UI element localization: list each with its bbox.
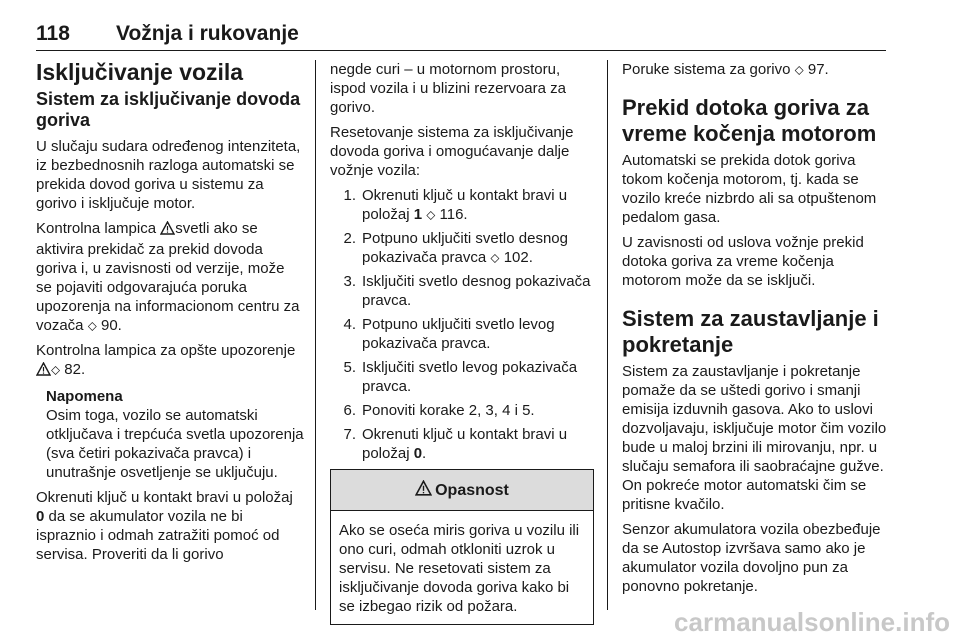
page-ref-arrow-icon[interactable]: ⬦ xyxy=(490,250,500,265)
text: Okrenuti ključ u kontakt bravi u položaj xyxy=(362,187,568,223)
page-ref-arrow-icon[interactable]: ⬦ xyxy=(794,62,804,77)
text: Okrenuti ključ u kontakt bravi u položaj xyxy=(36,489,293,506)
page-reference[interactable]: 116. xyxy=(439,206,468,223)
step-number: 5. xyxy=(343,359,356,376)
step-text xyxy=(362,425,595,463)
page-reference[interactable]: 82. xyxy=(64,361,86,378)
paragraph: Sistem za zaustavljanje i pokretanje pomaže da se uštedi gorivo i smanji emisija izduvnih gasova. Ako to uslovi dozvoljavaju, isključuje motor čim vozilo bude u maloj brzini ili mirovanju, npr. u slučaju semafora ili saobraćajne gužve. On pokreće motor automatski čim se pritisne kvačilo. xyxy=(622,363,887,513)
list-item xyxy=(330,401,595,420)
page-header xyxy=(36,22,886,52)
note-title: Napomena xyxy=(46,388,123,405)
text: Kontrolna lampica xyxy=(36,220,161,237)
warning-text: Ako se oseća miris goriva u vozilu ili ono curi, odmah otkloniti uzrok u servisu. Ne resetovati sistem za isključivanje dovoda goriva kako bi se izbegao rizik od požara. xyxy=(339,522,580,615)
step-number: 1. xyxy=(343,187,356,204)
step-number: 2. xyxy=(343,230,356,247)
text: Potpuno uključiti svetlo desnog pokazivača pravca xyxy=(362,230,568,266)
step-number: 4. xyxy=(343,316,356,333)
step-text xyxy=(362,186,595,224)
header-rule xyxy=(36,50,886,51)
warning-box xyxy=(330,469,594,625)
warning-triangle-icon xyxy=(415,480,432,501)
steps-list xyxy=(330,186,595,463)
list-item xyxy=(330,425,595,463)
page-reference[interactable]: 90. xyxy=(100,317,122,334)
page-number: 118 xyxy=(36,22,70,45)
key-position: 1 xyxy=(413,206,423,223)
step-text: Isključiti svetlo desnog pokazivača pravca. xyxy=(362,273,591,309)
paragraph: U slučaju sudara određenog intenziteta, iz bezbednosnih razloga automatski se prekida dovod goriva u sistemu za gorivo i isključuje motor. xyxy=(36,138,301,212)
text: . xyxy=(422,445,427,462)
step-text: Potpuno uključiti svetlo levog pokazivača pravca. xyxy=(362,316,555,352)
paragraph xyxy=(36,488,304,564)
step-number: 7. xyxy=(343,426,356,443)
paragraph: Automatski se prekida dotok goriva tokom kočenja motorom, tj. kada se vozilo kreće nizbrdo ali sa otpuštenom pedalom gasa. xyxy=(622,152,877,226)
column-divider xyxy=(315,60,316,610)
step-number: 3. xyxy=(343,273,356,290)
paragraph: Senzor akumulatora vozila obezbeđuje da se Autostop izvršava samo ako je akumulator vozila dovoljno pun za ponovno pokretanje. xyxy=(622,521,881,595)
page-ref-arrow-icon[interactable]: ⬦ xyxy=(87,318,97,333)
step-text: Ponoviti korake 2, 3, 4 i 5. xyxy=(362,402,535,419)
list-item xyxy=(330,272,595,310)
column-divider xyxy=(607,60,608,610)
text: Okrenuti ključ u kontakt bravi u položaj xyxy=(362,426,568,462)
paragraph xyxy=(36,341,304,381)
warning-title: Opasnost xyxy=(435,481,509,499)
page-reference[interactable]: 97. xyxy=(807,61,829,78)
paragraph xyxy=(622,60,890,79)
section-title: Isključivanje vozila xyxy=(36,59,244,85)
text: da se akumulator vozila ne bi ispraznio i odmah zatražiti pomoć od servisa. Proveriti da li gorivo xyxy=(36,508,280,563)
note-text: Osim toga, vozilo se automatski otključava i trepćuća svetla upozorenja (sva četiri pokazivača pravca) i unutrašnje osvetljenje se uključuju. xyxy=(46,407,304,481)
section-title: Prekid dotoka goriva za vreme kočenja motorom xyxy=(622,95,877,146)
text: Kontrolna lampica za opšte upozorenje xyxy=(36,342,296,359)
column-3 xyxy=(622,60,890,602)
page-ref-arrow-icon[interactable]: ⬦ xyxy=(426,207,436,222)
list-item xyxy=(330,186,595,224)
paragraph xyxy=(36,219,304,335)
list-item xyxy=(330,229,595,267)
warning-header xyxy=(331,470,593,511)
paragraph: Resetovanje sistema za isključivanje dovoda goriva i omogućavanje dalje vožnje vozila: xyxy=(330,124,574,179)
warning-triangle-icon xyxy=(160,221,175,240)
watermark: carmanualsonline.info xyxy=(674,607,950,637)
text: Poruke sistema za gorivo xyxy=(622,61,795,78)
chapter-title: Vožnja i rukovanje xyxy=(116,22,299,45)
step-number: 6. xyxy=(343,402,356,419)
page-reference[interactable]: 102. xyxy=(503,249,533,266)
key-position: 0 xyxy=(36,508,45,525)
subsection-title: Sistem za isključivanje dovoda goriva xyxy=(36,89,301,130)
paragraph: U zavisnosti od uslova vožnje prekid dotoka goriva za vreme kočenja motorom može da se isključi. xyxy=(622,234,864,289)
warning-triangle-icon xyxy=(36,362,51,381)
step-text xyxy=(362,229,595,267)
list-item xyxy=(330,315,595,353)
page-ref-arrow-icon[interactable]: ⬦ xyxy=(51,362,61,377)
section-title: Sistem za zaustavljanje i pokretanje xyxy=(622,306,879,357)
note-box xyxy=(46,387,304,482)
paragraph: negde curi – u motornom prostoru, ispod vozila i u blizini rezervoara za gorivo. xyxy=(330,61,566,116)
step-text: Isključiti svetlo levog pokazivača pravca. xyxy=(362,359,578,395)
text: svetli ako se aktivira prekidač za prekid dovoda goriva i, u zavisnosti od verzije, može se pojaviti odgovarajuća poruka upozorenja na informacionom centru za vozača xyxy=(36,220,300,334)
column-2 xyxy=(330,60,595,625)
list-item xyxy=(330,358,595,396)
column-1 xyxy=(36,60,304,570)
key-position: 0 xyxy=(413,445,423,462)
